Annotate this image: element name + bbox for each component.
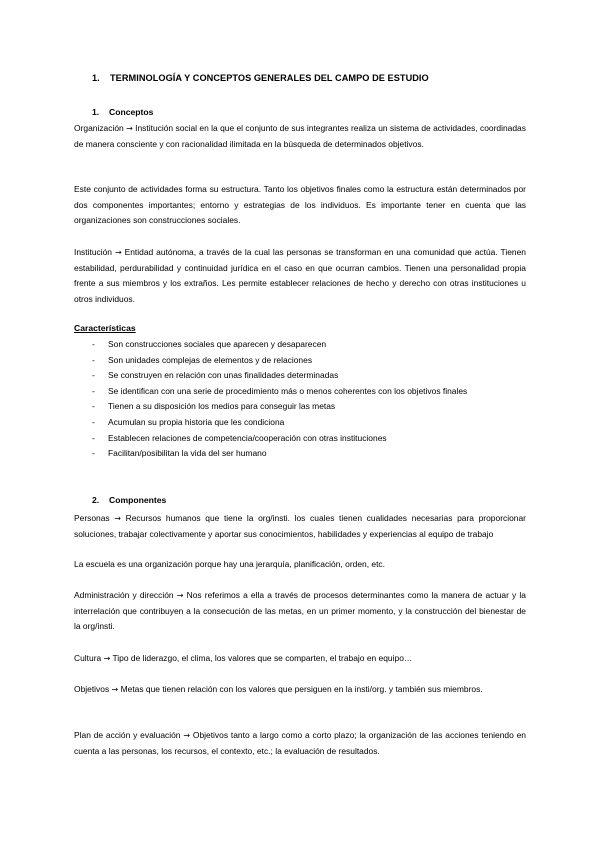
list-item: - Establecen relaciones de competencia/cooperación con otras instituciones xyxy=(74,431,526,447)
term: Institución xyxy=(74,247,112,257)
term: Plan de acción y evaluación xyxy=(74,730,181,740)
paragraph-plan xyxy=(74,728,526,759)
dash-bullet: - xyxy=(92,448,95,459)
arrow-icon: → xyxy=(126,124,133,133)
main-heading-number: 1. xyxy=(92,73,100,83)
arrow-icon: → xyxy=(103,654,111,663)
dash-bullet: - xyxy=(92,401,95,412)
definition: Tipo de liderazgo, el clima, los valores que se comparten, el trabajo en equipo… xyxy=(112,653,413,663)
definition: Institución social en la que el conjunto de sus integrantes realiza un sistema de actividades, coordinadas de manera consciente y con racionalidad ilimitada en la búsqueda de determinados objetivos. xyxy=(74,123,526,149)
section-title: Conceptos xyxy=(109,107,154,117)
caracteristicas-heading: Características xyxy=(74,323,136,333)
definition: Recursos humanos que tiene la org/insti. los cuales tienen cualidades necesarias para proporcionar soluciones, trabajar colectivamente y aportar sus conocimientos, habilidades y experiencias al equipo de trabajo xyxy=(74,513,526,539)
dash-bullet: - xyxy=(92,354,95,365)
list-item: - Se identifican con una serie de procedimiento más o menos coherentes con los objetivos finales xyxy=(74,384,526,400)
arrow-icon: → xyxy=(114,248,122,257)
arrow-icon: → xyxy=(176,591,184,600)
term: Personas xyxy=(74,513,110,523)
paragraph-estructura: Este conjunto de actividades forma su estructura. Tanto los objetivos finales como la estructura están determinados por dos componentes importantes; entorno y estrategias de los individuos. Es importante tener en cuenta que las organizaciones son construcciones sociales. xyxy=(74,184,526,226)
section-heading-componentes xyxy=(92,495,166,505)
section-number: 1. xyxy=(92,107,100,117)
list-item: - Tienen a su disposición los medios para conseguir las metas xyxy=(74,399,526,415)
definition: Objetivos tanto a largo como a corto plazo; la organización de las acciones teniendo en cuenta a las personas, los recursos, el contexto, etc.; la evaluación de resultados. xyxy=(74,730,526,756)
dash-bullet: - xyxy=(92,385,95,396)
dash-bullet: - xyxy=(92,416,95,427)
definition: Entidad autónoma, a través de la cual las personas se transforman en una comunidad que actúa. Tienen estabilidad, perdurabilidad y continuidad jurídica en el caso en que ocurran cambios. Tienen una personalidad propia frente a sus miembros y los extraños. Les permite establecer relaciones de hecho y derecho con otras instituciones u otros individuos. xyxy=(74,247,526,304)
term: Administración y dirección xyxy=(74,590,174,600)
main-heading xyxy=(92,73,429,83)
section-heading-conceptos xyxy=(92,107,153,117)
arrow-icon: → xyxy=(111,685,119,694)
dash-bullet: - xyxy=(92,339,95,349)
paragraph-personas xyxy=(74,511,526,542)
list-item: - Son construcciones sociales que aparecen y desaparecen xyxy=(74,337,526,353)
section-title: Componentes xyxy=(109,495,167,505)
term: Cultura xyxy=(74,653,102,663)
paragraph-institucion xyxy=(74,245,526,307)
caracteristicas-list xyxy=(74,337,526,462)
list-item: - Facilitan/posibilitan la vida del ser humano xyxy=(74,446,526,462)
dash-bullet: - xyxy=(92,370,95,381)
dash-bullet: - xyxy=(92,432,95,443)
paragraph-organizacion xyxy=(74,121,526,152)
list-item: - Se construyen en relación con unas finalidades determinadas xyxy=(74,368,526,384)
main-heading-text: TERMINOLOGÍA Y CONCEPTOS GENERALES DEL CAMPO DE ESTUDIO xyxy=(110,73,429,83)
arrow-icon: → xyxy=(114,514,121,523)
section-number: 2. xyxy=(92,495,100,505)
paragraph-objetivos xyxy=(74,682,526,698)
term: Objetivos xyxy=(74,684,110,694)
list-item: - Son unidades complejas de elementos y de relaciones xyxy=(74,353,526,369)
paragraph-escuela: La escuela es una organización porque hay una jerarquía, planificación, orden, etc. xyxy=(74,559,385,569)
paragraph-administracion xyxy=(74,588,526,635)
paragraph-cultura xyxy=(74,651,526,667)
arrow-icon: → xyxy=(183,731,191,740)
definition: Metas que tienen relación con los valores que persiguen en la insti/org. y también sus miembros. xyxy=(120,684,483,694)
list-item: - Acumulan su propia historia que les condiciona xyxy=(74,415,526,431)
term: Organización xyxy=(74,123,124,133)
definition: Nos referimos a ella a través de procesos determinantes como la manera de actuar y la interrelación que contribuyen a la consecución de las metas, en un primer momento, y la construcción del bienestar de la org/insti. xyxy=(74,590,526,632)
